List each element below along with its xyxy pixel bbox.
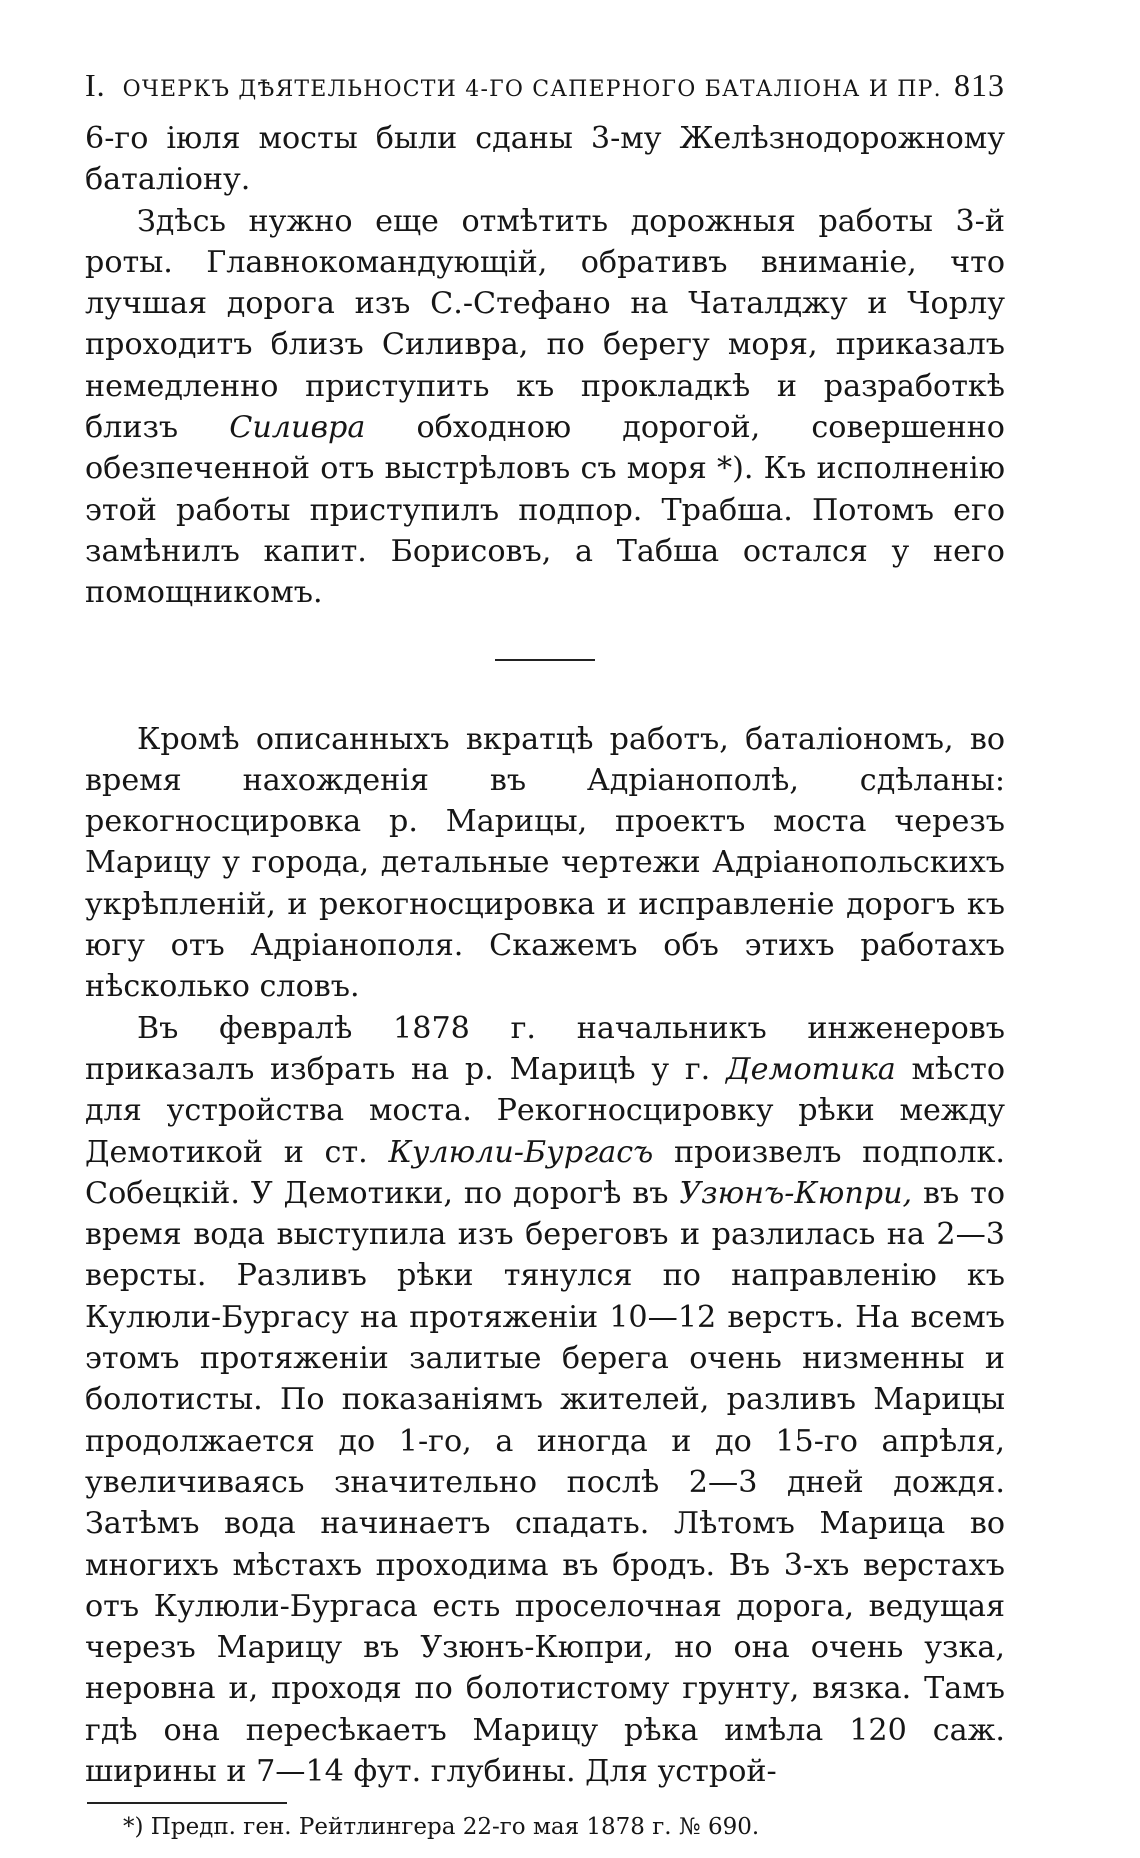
text-run: произвелъ подполк. Собецкій. У Демотики, по дорогѣ въ [85,1134,1005,1211]
paragraph-bridges-handover: 6-го іюля мосты были сданы 3-му Желѣзнодорожному баталіону. [85,121,1005,198]
text-run: Въ февралѣ 1878 г. начальникъ инженеровъ приказалъ избрать на р. Марицѣ у г. [85,1010,1005,1087]
place-name-kululi-burgas: Кулюли-Бургасъ [388,1134,654,1170]
paragraph-maritsa-reconnaissance [85,1008,1005,1793]
running-title: ОЧЕРКЪ ДѢЯТЕЛЬНОСТИ 4-ГО САПЕРНОГО БАТАЛІОНА И ПР. [122,77,942,102]
footnote-divider [87,1802,287,1804]
place-name-silivra: Силивра [229,410,366,446]
text-run: обходною дорогой, совершенно обезпеченной отъ выстрѣловъ съ моря *). Къ исполненію этой работы приступилъ подпор. Трабша. Потомъ его замѣнилъ капит. Борисовъ, а Табша остался у него помощникомъ. [85,410,1005,611]
place-name-demotika: Демотика [726,1051,896,1087]
running-header [85,68,1005,108]
paragraph-road-works [85,201,1005,614]
book-page [85,68,1005,1842]
text-run: въ то время вода выступила изъ береговъ и разлилась на 2—3 версты. Разливъ рѣки тянулся по направленію къ Кулюли-Бургасу на протяженіи 10—12 верстъ. На всемъ этомъ протяженіи залитые берега очень низменны и болотисты. По показаніямъ жителей, разливъ Марицы продолжается до 1-го, а иногда и до 15-го апрѣля, увеличиваясь значительно послѣ 2—3 дней дождя. Затѣмъ вода начинаетъ спадать. Лѣтомъ Марица во многихъ мѣстахъ проходима въ бродъ. Въ 3-хъ верстахъ отъ Кулюли-Бургаса есть проселочная дорога, ведущая черезъ Марицу въ Узюнъ-Кюпри, но она очень узка, неровна и, проходя по болотистому грунту, вязка. Тамъ гдѣ она пересѣкаетъ Марицу рѣка имѣла 120 саж. ширины и 7—14 фут. глубины. Для устрой- [85,1175,1005,1789]
footnote: *) Предп. ген. Рейтлингера 22-го мая 1878 г. № 690. [123,1814,760,1841]
text-run: мѣсто для устройства моста. Рекогносцировку рѣки между Демотикой и ст. [85,1051,1005,1170]
page-number: 813 [954,67,1005,103]
text-run: Здѣсь нужно еще отмѣтить дорожныя работы 3-й роты. Главнокомандующій, обративъ вниманіе, что лучшая дорога изъ С.-Стефано на Чаталджу и Чорлу проходитъ близъ Силивра, по берегу моря, приказалъ немедленно приступить къ прокладкѣ и разработкѣ близъ [85,203,1005,446]
section-numeral: I. [85,67,106,103]
place-name-uzun-kopri: Узюнъ-Кюпри, [679,1175,913,1211]
section-divider [495,659,595,661]
paragraph-other-works: Кромѣ описанныхъ вкратцѣ работъ, баталіономъ, во время нахожденія въ Адріанополѣ, сдѣланы: рекогносцировка р. Марицы, проектъ моста черезъ Марицу у города, детальные чертежи Адріанопольскихъ укрѣпленій, и рекогносцировка и исправленіе дорогъ къ югу отъ Адріанополя. Скажемъ объ этихъ работахъ нѣсколько словъ. [85,721,1005,1005]
